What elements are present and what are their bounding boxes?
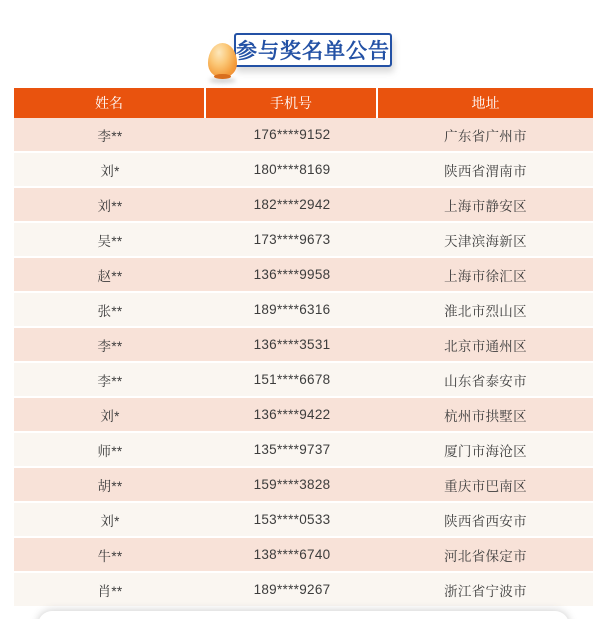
- cell-address: 山东省泰安市: [444, 373, 527, 389]
- cell-phone: 159****3828: [253, 477, 331, 492]
- cell-phone: 182****2942: [253, 197, 331, 212]
- cell-phone: 180****8169: [253, 162, 331, 177]
- cell-address: 陕西省西安市: [444, 513, 527, 529]
- table-row: [14, 293, 593, 328]
- column-header-address: 地址: [471, 95, 500, 111]
- cell-address: 北京市通州区: [444, 338, 527, 354]
- column-header-phone: 手机号: [206, 88, 378, 118]
- cell-phone: 189****6316: [253, 302, 331, 317]
- cell-phone: 136****3531: [253, 337, 331, 352]
- cell-phone: 151****6678: [253, 372, 331, 387]
- cell-phone: 135****9737: [253, 442, 331, 457]
- cell-phone: 138****6740: [253, 547, 331, 562]
- cell-name: 吴**: [97, 233, 123, 249]
- winners-table: [14, 88, 593, 608]
- page-title-block: [234, 33, 392, 67]
- cell-address: 重庆市巴南区: [444, 478, 527, 494]
- title-box: [234, 33, 392, 67]
- cell-address: 厦门市海沧区: [444, 443, 527, 459]
- table-row: [14, 503, 593, 538]
- cell-address: 杭州市拱墅区: [444, 408, 527, 424]
- cell-phone: 153****0533: [253, 512, 331, 527]
- cell-address: 上海市徐汇区: [444, 268, 527, 284]
- cell-name: 刘*: [100, 163, 120, 179]
- table-row: [14, 433, 593, 468]
- table-row: [14, 188, 593, 223]
- cell-address: 淮北市烈山区: [444, 303, 527, 319]
- cell-name: 刘*: [100, 408, 120, 424]
- cell-name: 李**: [97, 338, 123, 354]
- cell-address: 河北省保定市: [444, 548, 527, 564]
- cell-phone: 136****9958: [253, 267, 331, 282]
- table-row: [14, 153, 593, 188]
- table-header-row: [14, 88, 593, 118]
- cell-phone: 136****9422: [253, 407, 331, 422]
- cell-name: 李**: [97, 128, 123, 144]
- table-row: [14, 223, 593, 258]
- table-row: [14, 398, 593, 433]
- cell-phone: 189****9267: [253, 582, 331, 597]
- cell-name: 胡**: [97, 478, 123, 494]
- cell-name: 师**: [97, 443, 123, 459]
- cell-phone: 176****9152: [253, 127, 331, 142]
- cell-name: 牛**: [97, 548, 123, 564]
- table-row: [14, 538, 593, 573]
- table-body: [14, 118, 593, 608]
- cell-phone: 173****9673: [253, 232, 331, 247]
- cell-address: 广东省广州市: [444, 128, 527, 144]
- table-row: [14, 328, 593, 363]
- table-row: [14, 118, 593, 153]
- cell-name: 赵**: [97, 268, 123, 284]
- cell-name: 李**: [97, 373, 123, 389]
- column-header-name: 姓名: [14, 88, 206, 118]
- cell-name: 刘*: [100, 513, 120, 529]
- cell-address: 上海市静安区: [444, 198, 527, 214]
- sky-lantern-icon: [208, 43, 237, 77]
- cell-name: 刘**: [97, 198, 123, 214]
- cell-address: 天津滨海新区: [444, 233, 527, 249]
- cell-name: 张**: [97, 303, 123, 319]
- cell-name: 肖**: [97, 583, 123, 599]
- table-row: [14, 468, 593, 503]
- table-row: [14, 573, 593, 608]
- table-row: [14, 363, 593, 398]
- page-title: 参与奖名单公告: [236, 40, 390, 63]
- cell-address: 陕西省渭南市: [444, 163, 527, 179]
- next-card-top-edge: [38, 611, 569, 619]
- table-row: [14, 258, 593, 293]
- cell-address: 浙江省宁波市: [444, 583, 527, 599]
